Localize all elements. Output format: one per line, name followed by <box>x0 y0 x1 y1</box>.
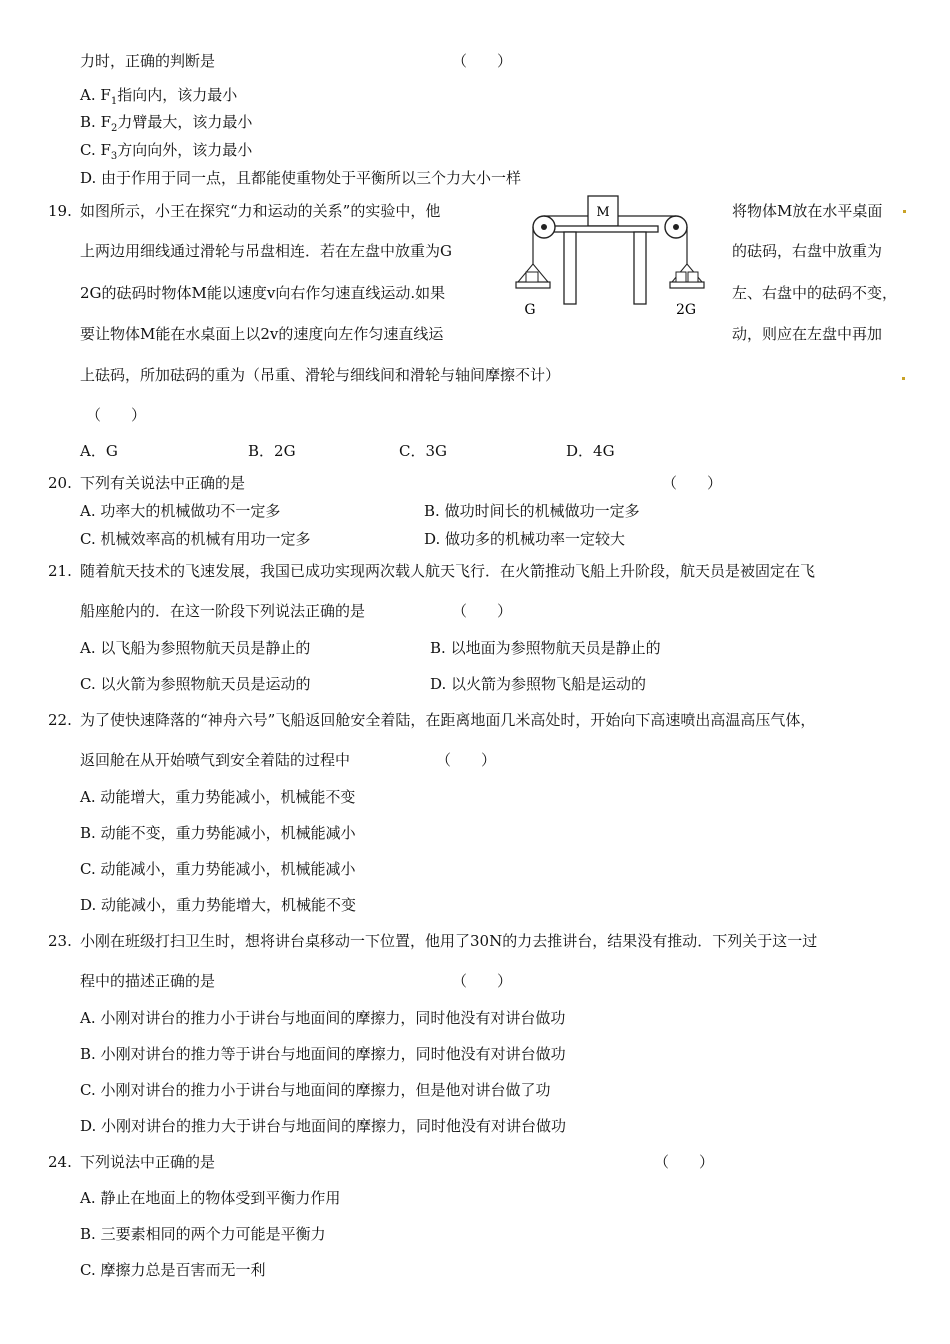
q20-option-b: B. 做功时间长的机械做功一定多 <box>424 502 640 520</box>
q19-line3-left: 2G的砝码时物体M能以速度v向右作匀速直线运动.如果 <box>80 284 446 302</box>
q21-answer-paren: （ ） <box>452 602 513 620</box>
right-weight-2 <box>688 272 698 282</box>
q21-stem-line2: 船座舱内的．在这一阶段下列说法正确的是 <box>80 602 366 620</box>
q21-option-d: D. 以火箭为参照物飞船是运动的 <box>430 675 647 693</box>
q24-option-c: C. 摩擦力总是百害而无一利 <box>80 1261 266 1279</box>
pulley-figure <box>504 190 726 326</box>
q21-option-c: C. 以火箭为参照物航天员是运动的 <box>80 675 311 693</box>
q21-option-b: B. 以地面为参照物航天员是静止的 <box>430 639 661 657</box>
q22-option-b: B. 动能不变，重力势能减小，机械能减小 <box>80 824 356 842</box>
table-top <box>552 226 658 232</box>
right-pan-label: 2G <box>675 302 697 318</box>
q19-line2-left: 上两边用细线通过滑轮与吊盘相连．若在左盘中放重为G <box>80 242 452 260</box>
decorative-dot <box>903 210 906 213</box>
q20-stem: 下列有关说法中正确的是 <box>80 474 246 492</box>
q19-line2-right: 的砝码，右盘中放重为 <box>732 242 883 260</box>
table-leg-right <box>634 232 646 304</box>
q19-line1-left: 如图所示，小王在探究“力和运动的关系”的实验中，他 <box>80 202 441 220</box>
q19-line4-right: 动，则应在左盘中再加 <box>732 325 883 343</box>
q22-option-d: D. 动能减小，重力势能增大，机械能不变 <box>80 896 357 914</box>
left-pan-label: G <box>524 302 536 318</box>
q23-option-b: B. 小刚对讲台的推力等于讲台与地面间的摩擦力，同时他没有对讲台做功 <box>80 1045 566 1063</box>
q19-option-d: D．4G <box>566 442 615 460</box>
q22-stem-line1: 为了使快速降落的“神舟六号”飞船返回舱安全着陆，在距离地面几米高处时，开始向下高速喷出高温高压气体， <box>80 711 816 729</box>
q22-option-c: C. 动能减小，重力势能减小，机械能减小 <box>80 860 356 878</box>
q18-stem-tail: 力时，正确的判断是 <box>80 52 216 70</box>
q19-line3-right: 左、右盘中的砝码不变， <box>732 284 898 302</box>
q22-answer-paren: （ ） <box>436 751 497 769</box>
q18-option-d: D. 由于作用于同一点，且都能使重物处于平衡所以三个力大小一样 <box>80 169 522 187</box>
q19-option-a: A．G <box>80 442 118 460</box>
q20-option-a: A. 功率大的机械做功不一定多 <box>80 502 281 520</box>
q23-answer-paren: （ ） <box>452 972 513 990</box>
q18-answer-paren: （ ） <box>452 52 513 70</box>
q19-option-c: C．3G <box>399 442 448 460</box>
left-pan <box>516 282 550 288</box>
q24-number: 24. <box>48 1153 72 1171</box>
decorative-dot <box>902 377 905 380</box>
q19-line4-left: 要让物体M能在水桌面上以2v的速度向左作匀速直线运 <box>80 325 444 343</box>
right-weight-1 <box>676 272 686 282</box>
q24-option-a: A. 静止在地面上的物体受到平衡力作用 <box>80 1189 341 1207</box>
q23-stem-line2: 程中的描述正确的是 <box>80 972 216 990</box>
q22-option-a: A. 动能增大，重力势能减小，机械能不变 <box>80 788 356 806</box>
q20-option-c: C. 机械效率高的机械有用功一定多 <box>80 530 311 548</box>
q19-line5: 上砝码，所加砝码的重为（吊重、滑轮与细线间和滑轮与轴间摩擦不计） <box>80 366 561 384</box>
q18-option-b: B. $F_2$力臂最大，该力最小 <box>80 113 253 134</box>
q24-answer-paren: （ ） <box>654 1153 715 1171</box>
right-pan <box>670 282 704 288</box>
q22-number: 22. <box>48 711 72 729</box>
q19-line1-right: 将物体M放在水平桌面 <box>732 202 883 220</box>
q20-option-d: D. 做功多的机械功率一定较大 <box>424 530 626 548</box>
q23-stem-line1: 小刚在班级打扫卫生时，想将讲台桌移动一下位置，他用了30N的力去推讲台，结果没有推动．下列关于这一过 <box>80 932 818 950</box>
q23-number: 23. <box>48 932 72 950</box>
q19-answer-paren: （ ） <box>86 406 147 424</box>
block-m-label: M <box>596 205 610 220</box>
q23-option-c: C. 小刚对讲台的推力小于讲台与地面间的摩擦力，但是他对讲台做了功 <box>80 1081 551 1099</box>
q20-number: 20. <box>48 474 72 492</box>
q19-option-b: B．2G <box>248 442 296 460</box>
q21-number: 21. <box>48 562 72 580</box>
left-weight <box>526 272 538 282</box>
q18-option-a: A. $F_1$指向内，该力最小 <box>80 86 238 107</box>
q24-stem: 下列说法中正确的是 <box>80 1153 216 1171</box>
q23-option-d: D. 小刚对讲台的推力大于讲台与地面间的摩擦力，同时他没有对讲台做功 <box>80 1117 567 1135</box>
q22-stem-line2: 返回舱在从开始喷气到安全着陆的过程中 <box>80 751 351 769</box>
q20-answer-paren: （ ） <box>662 474 723 492</box>
table-leg-left <box>564 232 576 304</box>
q23-option-a: A. 小刚对讲台的推力小于讲台与地面间的摩擦力，同时他没有对讲台做功 <box>80 1009 566 1027</box>
q21-option-a: A. 以飞船为参照物航天员是静止的 <box>80 639 311 657</box>
q24-option-b: B. 三要素相同的两个力可能是平衡力 <box>80 1225 326 1243</box>
q18-option-c: C. $F_3$方向向外，该力最小 <box>80 141 253 162</box>
q21-stem-line1: 随着航天技术的飞速发展，我国已成功实现两次载人航天飞行．在火箭推动飞船上升阶段，航天员是被固定在飞 <box>80 562 816 580</box>
q19-number: 19. <box>48 202 72 220</box>
